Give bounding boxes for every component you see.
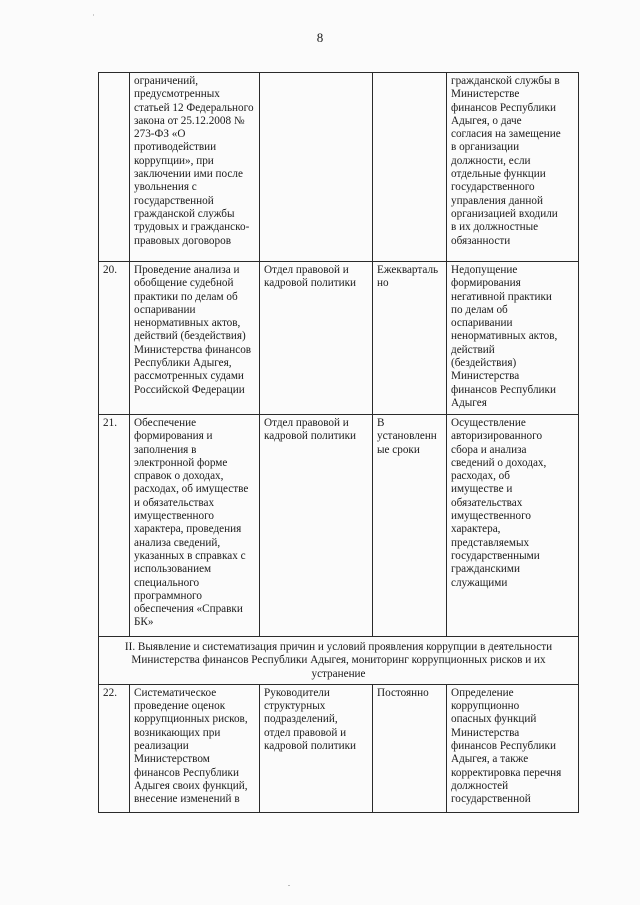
table-row — [99, 684, 579, 812]
deadline-cell — [373, 73, 447, 262]
page-number: 8 — [316, 30, 324, 45]
section-header-row — [99, 637, 579, 685]
result-cell: Осуществление авторизированного сбора и анализа сведений о доходах, расходах, об имуществе и обязательствах имущественного характера, представляемых государственными гражданскими служащими — [447, 415, 579, 637]
row-number: 22. — [99, 684, 130, 812]
responsible-cell: Отдел правовой и кадровой политики — [260, 415, 373, 637]
responsible-cell — [260, 73, 373, 262]
row-number — [99, 73, 130, 262]
scan-mark — [93, 14, 94, 16]
result-cell: гражданской службы в Министерстве финансов Республики Адыгея, о даче согласия на замещение в организации должности, если отдельные функции государственного управления данной организацией входили в их должностные обязанности — [447, 73, 579, 262]
measure-cell: Обеспечение формирования и заполнения в электронной форме справок о доходах, расходах, об имуществе и обязательствах имущественного характера, проведения анализа сведений, указанных в справках с использованием специального программного обеспечения «Справки БК» — [130, 415, 260, 637]
table-row — [99, 73, 579, 262]
deadline-cell: В установленн ые сроки — [373, 415, 447, 637]
row-number: 20. — [99, 262, 130, 415]
measures-table — [98, 72, 579, 813]
deadline-cell: Постоянно — [373, 684, 447, 812]
responsible-cell: Руководители структурных подразделений, отдел правовой и кадровой политики — [260, 684, 373, 812]
row-number: 21. — [99, 415, 130, 637]
table-row — [99, 415, 579, 637]
section-title: II. Выявление и систематизация причин и условий проявления коррупции в деятельности Министерства финансов Республики Адыгея, мониторинг коррупционных рисков и их устранение — [99, 637, 579, 685]
measure-cell: Проведение анализа и обобщение судебной практики по делам об оспаривании ненормативных актов, действий (бездействия) Министерства финансов Республики Адыгея, рассмотренных судами Российской Федерации — [130, 262, 260, 415]
table-row — [99, 262, 579, 415]
scan-dot — [288, 885, 290, 886]
deadline-cell: Ежекварталь но — [373, 262, 447, 415]
responsible-cell: Отдел правовой и кадровой политики — [260, 262, 373, 415]
measure-cell: Систематическое проведение оценок коррупционных рисков, возникающих при реализации Министерством финансов Республики Адыгея своих функций, внесение изменений в — [130, 684, 260, 812]
result-cell: Недопущение формирования негативной практики по делам об оспаривании ненормативных актов, действий (бездействия) Министерства финансов Республики Адыгея — [447, 262, 579, 415]
measure-cell: ограничений, предусмотренных статьей 12 Федерального закона от 25.12.2008 № 273-ФЗ «О противодействии коррупции», при заключении ими после увольнения с государственной гражданской службы трудовых и гражданско- правовых договоров — [130, 73, 260, 262]
result-cell: Определение коррупционно опасных функций Министерства финансов Республики Адыгея, а также корректировка перечня должностей государственной — [447, 684, 579, 812]
